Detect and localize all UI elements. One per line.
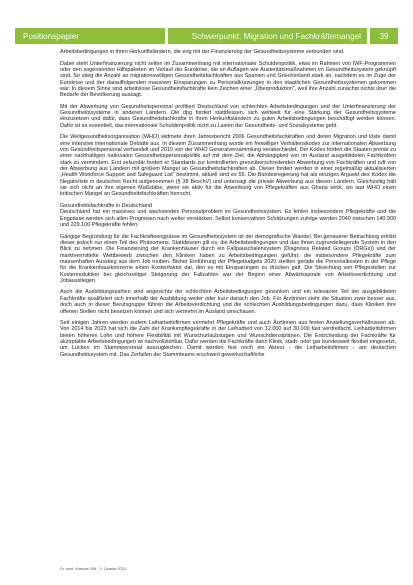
paragraph: Auch die Ausbildungszahlen sind angesichts der schlechten Arbeitsbedingungen gesunken und ein relevanter Teil der ausgebildeten Fachkräfte qualifiziert sich innerhalb der Ausbildung weiter oder kurz danach den Job. Für Ärztinnen sieht die Situation zwar besser aus, doch auch in dieser Berufsgruppe führen die Arbeitsverdichtung und die schlechten Ausbildungsbedingungen dazu, dass Kliniken ihre offenen Stellen nicht besetzen können und sich vermehrt im Ausland umschauen. — [60, 289, 396, 315]
paragraph: Deutschland hat ein massives und wachsendes Personalproblem im Gesundheitssystem. Es fehlen insbesondere Pflegekräfte und die Engpässe werden sich allen Prognosen nach weiter verstärken. Selbst konservativen Schätzungen zufolge werden 2040 zwischen 140.900 und 229.100 Pflegekräfte fehlen. — [60, 209, 396, 228]
page-header — [15, 28, 398, 44]
paragraph: Dabei steht Unterfinanzierung nicht selten im Zusammenhang mit internationaler Schuldenpolitik, etwa im Rahmen von IWF-Programmen oder den sogenannten Hilfspaketen im Verlauf der Eurokrise, die an Auflagen wie Austeritätsmaßnahmen im Gesundheitssystem geknüpft sind. So stieg die Anzahl an migrationswilligen Gesundheitsfachkräften aus Spanien und Griechenland stark an, nachdem es im Zuge der Eurokrise und der darauffolgenden massiven Einsparungen zu Personalkürzungen in den staatlichen Gesundheitssystemen gekommen war. In diesem Sinne sind arbeitslose Gesundheitsfachkräfte kein Zeichen einer „Überproduktion“, weil ihre Anzahl zunächst nichts über die Bedarfe der Bevölkerung aussagt. — [60, 60, 396, 99]
paragraph: Seit einigen Jahren werden zudem Leiharbeitsfirmen vermehrt Pflegekräfte und auch Ärztinnen aus festen Anstellungsverhältnissen ab. Von 2014 bis 2023 hat sich die Zahl der Krankenpflegekräfte in der Leiharbeit von 12.000 auf 30.000 fast verdreifacht. Leiharbeitsfirmen bieten höheren Lohn und höhere Flexibilität mit Wunschurlaubstagen und Wunschdienstplänen. Die Entscheidung der Fachkräfte für akzeptable Arbeitsbedingungen ist nachvollziehbar. Dafür werden die Fachkräfte dann Klinik, stadt- oder gar bundesweit flexibel eingesetzt, um Lücken im Stammpersonal auszugleichen. Damit werden fest noch ein Akteur - die Leiharbeitsfirmen - am deutschen Gesundheitssystem mit. Das Zerfallen der Stammteams erschwert gewerkschaftliche — [60, 320, 396, 358]
header-section-title: Positionspapier — [15, 28, 165, 44]
header-topic: Schwerpunkt: Migration und Fachkräftemangel — [168, 28, 367, 44]
page-number: 39 — [370, 28, 398, 44]
paragraph: Die Weltgesundheitsorganisation (WHO) widmete ihren Jahresbericht 2006 Gesundheitsfachkräften und deren Migration und löste damit eine intensive internationale Debatte aus. In diesem Zusammenhang wurde ein freiwilliger Verhaltenskodex zur internationalen Abwerbung von Gesundheitspersonal verhandelt und 2010 von der WHO Generalversammlung verabschiedet. Der Kodex fordert die Staaten primär zu einer nachhaltigen nationalen Gesundheitspersonalpolitik auf mit dem Ziel, die Abhängigkeit von im Ausland ausgebildeten Fachkräften stark zu vermindern. Erst sekundär fordert er Standards zur kontrollierten grenzüberschreitenden Abwerbung von Fachkräften und ruft von der Abwerbung aus Ländern mit großem Mangel an Gesundheitsfachkräften ab. Dieser fordert werden in einer regelmäßig aktualisierten „Health Workforce Support and Safeguard List“ bestimmt, aktuell sind es 55. Die Bundesregierung hat als einziges Argueld des Kodex die Negativliste in deutsches Recht aufgenommen (§ 38 BeschV) und untersagt die private Abwerbung aus diesen Ländern. Gleichzeitig hält sie sich nicht an ihre eigenen Maßstäbe, wenn sie aktiv für die Anwerbung von Pflegekräften aus Ghana wirbt, wo laut WHO einen kritischen Mangel an Gesundheitsfachkräften herrscht. — [60, 134, 396, 198]
paragraph: Arbeitsbedingungen in ihren Herkunftsländern, die eng mit der Finanzierung der Gesundheitssysteme verbunden sind. — [60, 49, 345, 55]
paragraph: Gängige Begründung für die Fachkräfteengpässe im Gesundheitssystem ist der demografische Wandel. Bei genauerer Betrachtung erklärt dieser jedoch nur einen Teil des Phänomens. Stattdessen gilt es, die Arbeitsbedingungen und das ihnen zugrundeliegende System in den Blick zu nehmen. Die Finanzierung der Krankenhäuser durch ein Fallpauschalensystem (Diagnosis Related Groups (DRGs)) und der marktvermittelte Wettbewerb zwischen den Kliniken haben zu Arbeitsbedingungen geführt, die insbesondere Pflegekräfte zum massenhaften Ausstieg aus dem Job treiben. Bisher Einführung der Pflegebudgets 2020 stellten gerade die Personalkosten in der Pflege für die Krankenhauskonzerne einen Kostenfaktor dar, den es mit Einsparungen zu drücken galt. Die Streichung von Pflegestellen zur Kostenreduktion bei gleichzeitiger Steigerung der Fallzahlen war der Beginn einer Abwärtsspirale von Arbeitsverdichtung und Jobausstiegen. — [60, 233, 396, 284]
section-heading: Gesundheitsfachkräfte in Deutschland — [60, 202, 152, 209]
article-body — [60, 49, 396, 363]
page-footer: Dr. med. Mabuse 268 · 2. Quartal 2024 — [60, 567, 126, 571]
paragraph: Mit der Abwerbung von Gesundheitspersonal profitiert Deutschland von schlechten Arbeitsbedingungen und der Unterfinanzierung der Gesundheitssysteme in anderen Ländern. Die dpg fordert stattdessen, sich weltweit für eine Stärkung der Gesundheitssysteme einzusetzen und dafür, dass Gesundheitsfachkräfte in ihren Herkunftsländern zu guten Arbeitsbedingungen beschäftigt werden können. Dafür ist es essentiell, das internationale Schuldenpolitik nicht zu Lasten der Gesundheits- und Sozialsysteme geht. — [60, 103, 396, 129]
